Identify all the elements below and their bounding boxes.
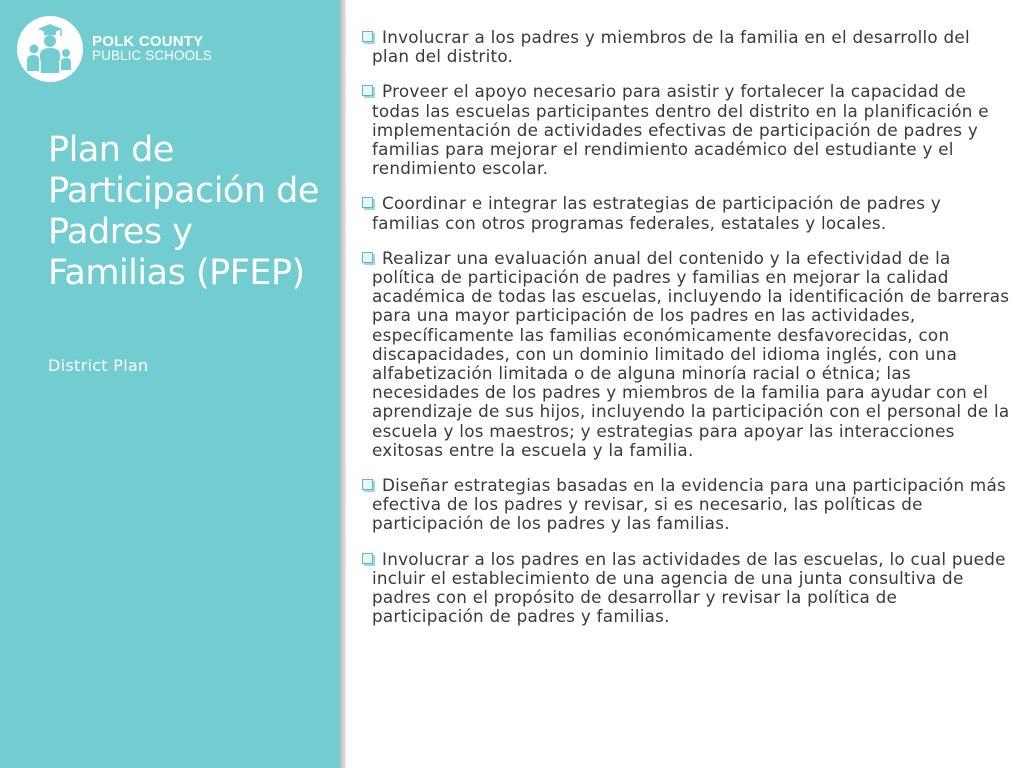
bullet-list [362,28,1012,626]
bullet-text: Proveer el apoyo necesario para asistir y fortalecer la capacidad de todas las escuelas participantes dentro del distrito en la planificación e implementación de actividades efectivas de participación de padres y familias para mejorar el rendimiento académico del estudiante y el rendimiento escolar. [372,81,989,179]
checkbox-bullet-icon [362,85,373,96]
bullet-text: Involucrar a los padres y miembros de la familia en el desarrollo del plan del distrito. [372,27,970,67]
bullet-text: Involucrar a los padres en las actividades de las escuelas, lo cual puede incluir el establecimiento de una agencia de una junta consultiva de padres con el propósito de desarrollar y revisar la política de participación de padres y familias. [372,548,1006,627]
sidebar-divider [340,0,346,768]
bullet-item [362,28,1012,66]
family-graduation-cap-icon [16,15,84,83]
sidebar-panel [0,0,340,768]
bullet-text: Realizar una evaluación anual del contenido y la efectividad de la política de participación de padres y familias en mejorar la calidad académica de todas las escuelas, incluyendo la identificación de barreras para una mayor participación de los padres en las actividades, específicamente las familias económicamente desfavorecidas, con discapacidades, con un dominio limitado del idioma inglés, con una alfabetización limitada o de alguna minoría racial o étnica; las necesidades de los padres y miembros de la familia para ayudar con el aprendizaje de sus hijos, incluyendo la participación con el personal de la escuela y los maestros; y estrategias para apoyar las interacciones exitosas entre la escuela y la familia. [372,247,1010,460]
bullet-text: Diseñar estrategias basadas en la evidencia para una participación más efectiva de los padres y revisar, si es necesario, las políticas de participación de los padres y las familias. [372,475,1007,534]
bullet-item [362,82,1012,178]
logo-line-2: PUBLIC SCHOOLS [92,48,212,63]
slide-title: Plan de Participación de Padres y Familias (PFEP) [48,130,319,293]
bullet-item [362,249,1012,460]
checkbox-bullet-icon [362,252,373,263]
checkbox-bullet-icon [362,31,373,42]
content-area [362,28,1012,642]
checkbox-bullet-icon [362,553,373,564]
logo-wordmark [92,35,212,63]
slide-subtitle: District Plan [48,356,149,375]
bullet-item [362,550,1012,627]
checkbox-bullet-icon [362,197,373,208]
bullet-item [362,476,1012,534]
bullet-text: Coordinar e integrar las estrategias de participación de padres y familias con otros programas federales, estatales y locales. [372,193,942,233]
checkbox-bullet-icon [362,479,373,490]
logo-line-1: POLK COUNTY [92,33,204,50]
polk-county-logo [16,15,212,83]
bullet-item [362,194,1012,232]
